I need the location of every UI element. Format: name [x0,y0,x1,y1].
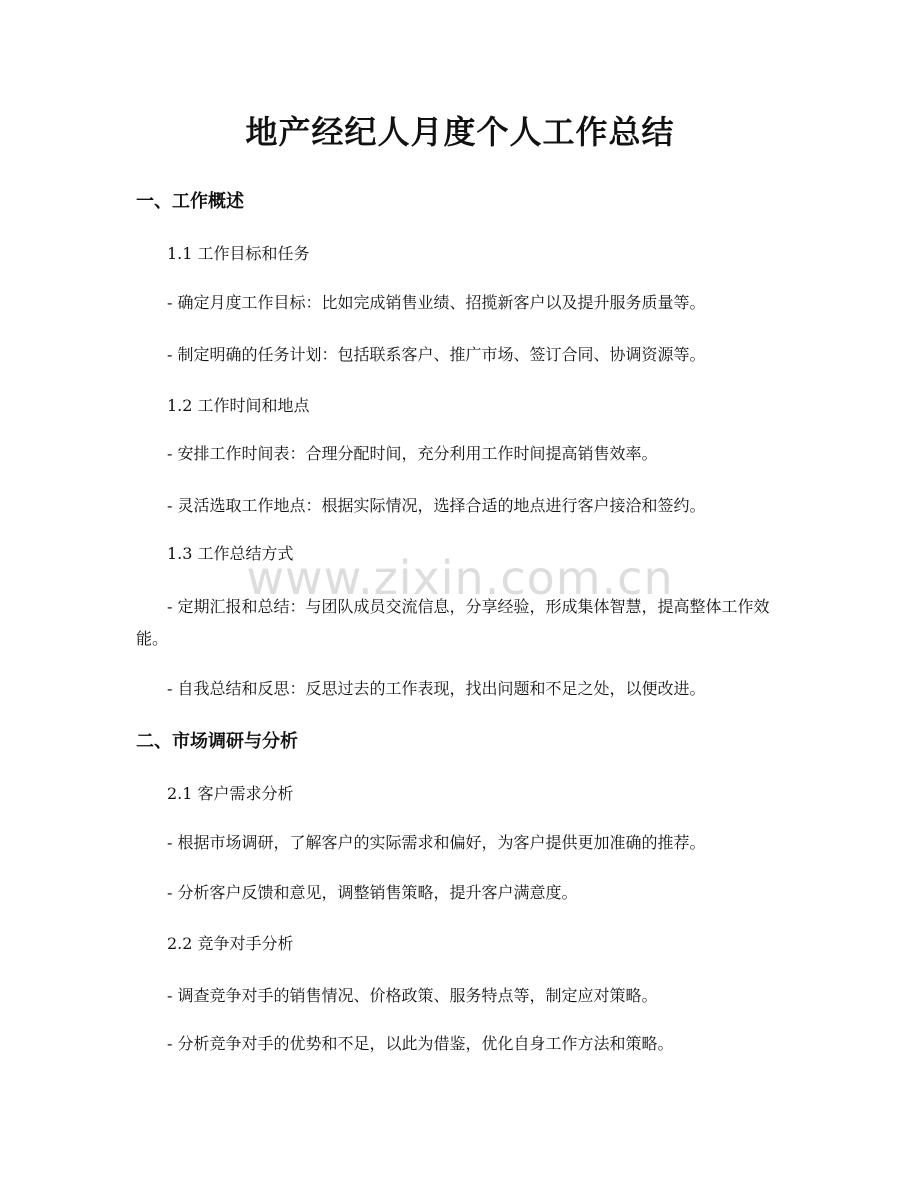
subsection-title: 1.3 工作总结方式 [167,544,294,563]
document-title: 地产经纪人月度个人工作总结 [245,113,675,151]
paragraph: - 自我总结和反思：反思过去的工作表现，找出问题和不足之处，以便改进。 [167,679,706,698]
paragraph: - 灵活选取工作地点：根据实际情况，选择合适的地点进行客户接洽和签约。 [167,496,706,515]
subsection-title: 1.1 工作目标和任务 [167,244,310,263]
paragraph: - 安排工作时间表：合理分配时间，充分利用工作时间提高销售效率。 [167,444,658,463]
paragraph: - 分析客户反馈和意见，调整销售策略，提升客户满意度。 [167,883,578,902]
section-heading-market-research: 二、市场调研与分析 [136,731,298,752]
subsection-title: 2.1 客户需求分析 [167,784,294,803]
paragraph: - 定期汇报和总结：与团队成员交流信息，分享经验，形成集体智慧，提高整体工作效能。 [136,597,770,648]
subsection-title: 2.2 竞争对手分析 [167,934,294,953]
section-heading-overview: 一、工作概述 [136,191,244,212]
paragraph: - 制定明确的任务计划：包括联系客户、推广市场、签订合同、协调资源等。 [167,345,706,364]
paragraph: - 根据市场调研，了解客户的实际需求和偏好，为客户提供更加准确的推荐。 [167,833,706,852]
watermark: www.zixin.com.cn [246,551,674,605]
subsection-title: 1.2 工作时间和地点 [167,396,310,415]
paragraph: - 确定月度工作目标：比如完成销售业绩、招揽新客户以及提升服务质量等。 [167,293,706,312]
paragraph: - 调查竞争对手的销售情况、价格政策、服务特点等，制定应对策略。 [167,986,658,1005]
paragraph: - 分析竞争对手的优势和不足，以此为借鉴，优化自身工作方法和策略。 [167,1034,674,1053]
